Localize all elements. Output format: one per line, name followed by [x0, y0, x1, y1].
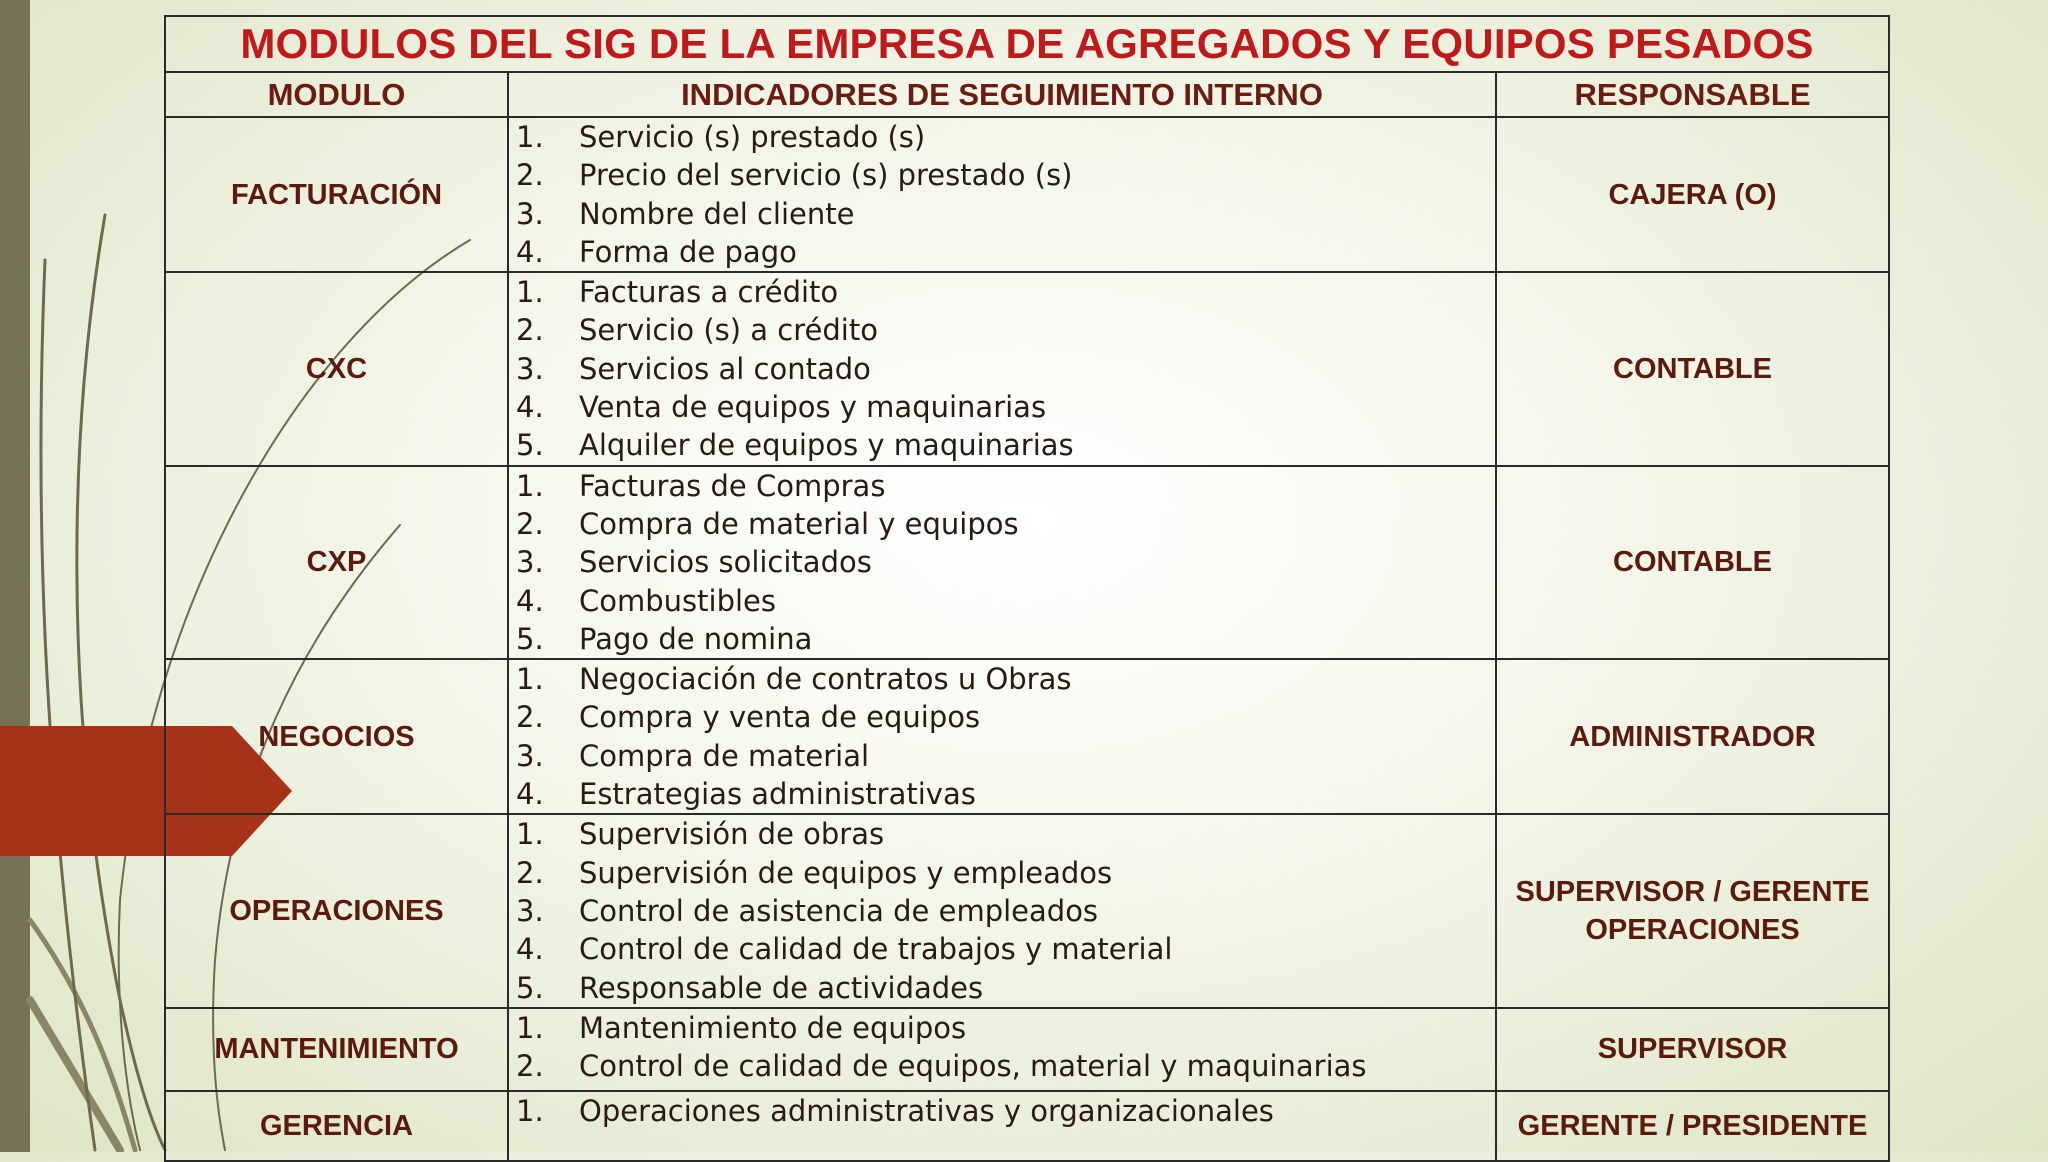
list-item: 2. Control de calidad de equipos, material y maquinarias	[516, 1049, 1367, 1084]
indicators-cell	[508, 117, 1496, 272]
list-item: 2. Servicio (s) a crédito	[516, 313, 878, 348]
indicators-list	[509, 1009, 1495, 1086]
module-name: FACTURACIÓN	[165, 117, 508, 272]
list-item: 5. Responsable de actividades	[516, 970, 984, 1005]
list-item: 3. Control de asistencia de empleados	[516, 893, 1099, 928]
responsible-name: CONTABLE	[1496, 272, 1889, 465]
module-name: CXP	[165, 466, 508, 659]
responsible-name	[1496, 814, 1889, 1007]
list-item: 1. Negociación de contratos u Obras	[516, 662, 1072, 697]
module-name: CXC	[165, 272, 508, 465]
list-item: 1. Operaciones administrativas y organizacionales	[516, 1093, 1274, 1128]
indicators-list	[509, 467, 1495, 658]
header-responsable: RESPONSABLE	[1496, 72, 1889, 117]
list-item: 5. Pago de nomina	[516, 621, 813, 656]
list-item: 1. Facturas a crédito	[516, 275, 839, 310]
responsible-name: SUPERVISOR	[1496, 1008, 1889, 1091]
indicators-list	[509, 815, 1495, 1006]
list-item: 1. Mantenimiento de equipos	[516, 1010, 967, 1045]
indicators-cell	[508, 1091, 1496, 1161]
sig-modules-table	[164, 15, 1890, 1162]
list-item: 2. Supervisión de equipos y empleados	[516, 855, 1113, 890]
module-name: OPERACIONES	[165, 814, 508, 1007]
module-name: NEGOCIOS	[165, 659, 508, 814]
table-row	[165, 659, 1889, 814]
list-item: 3. Servicios solicitados	[516, 545, 872, 580]
responsible-name: ADMINISTRADOR	[1496, 659, 1889, 814]
list-item: 3. Compra de material	[516, 738, 870, 773]
table-title: MODULOS DEL SIG DE LA EMPRESA DE AGREGADOS Y EQUIPOS PESADOS	[165, 16, 1889, 72]
table-row	[165, 1008, 1889, 1091]
list-item: 4. Venta de equipos y maquinarias	[516, 390, 1047, 425]
table-row	[165, 117, 1889, 272]
responsible-line-2: OPERACIONES	[1585, 914, 1800, 947]
list-item: 4. Control de calidad de trabajos y material	[516, 932, 1173, 967]
module-name: GERENCIA	[165, 1091, 508, 1161]
table-row	[165, 814, 1889, 1007]
indicators-cell	[508, 814, 1496, 1007]
responsible-name: CAJERA (O)	[1496, 117, 1889, 272]
indicators-list	[509, 660, 1495, 813]
indicators-list	[509, 118, 1495, 271]
list-item: 1. Servicio (s) prestado (s)	[516, 120, 926, 154]
responsible-name: CONTABLE	[1496, 466, 1889, 659]
header-indicadores: INDICADORES DE SEGUIMIENTO INTERNO	[508, 72, 1496, 117]
list-item: 1. Supervisión de obras	[516, 817, 885, 852]
list-item: 2. Compra y venta de equipos	[516, 700, 981, 735]
indicators-cell	[508, 272, 1496, 465]
list-item: 2. Precio del servicio (s) prestado (s)	[516, 158, 1073, 193]
module-name: MANTENIMIENTO	[165, 1008, 508, 1091]
list-item: 2. Compra de material y equipos	[516, 506, 1019, 541]
list-item: 1. Facturas de Compras	[516, 468, 886, 503]
header-modulo: MODULO	[165, 72, 508, 117]
table-row	[165, 466, 1889, 659]
indicators-list	[509, 1092, 1495, 1130]
list-item: 5. Alquiler de equipos y maquinarias	[516, 428, 1074, 463]
list-item: 3. Servicios al contado	[516, 351, 871, 386]
indicators-list	[509, 273, 1495, 464]
list-item: 4. Forma de pago	[516, 234, 797, 269]
list-item: 4. Combustibles	[516, 583, 776, 618]
indicators-cell	[508, 466, 1496, 659]
responsible-line-1: SUPERVISOR / GERENTE	[1515, 876, 1870, 909]
list-item: 3. Nombre del cliente	[516, 196, 855, 231]
table-row	[165, 1091, 1889, 1161]
table-row	[165, 272, 1889, 465]
indicators-cell	[508, 1008, 1496, 1091]
list-item: 4. Estrategias administrativas	[516, 777, 976, 812]
responsible-name: GERENTE / PRESIDENTE	[1496, 1091, 1889, 1161]
indicators-cell	[508, 659, 1496, 814]
